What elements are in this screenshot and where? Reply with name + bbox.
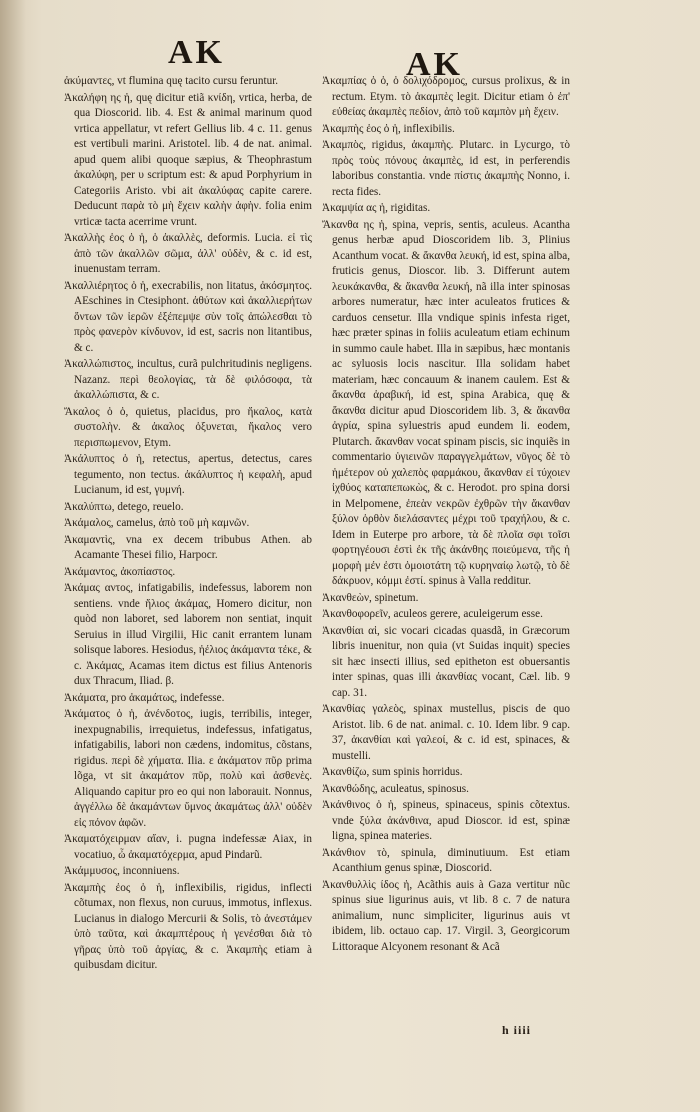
- dictionary-entry: Ἀκάμαλος, camelus, ἀπὸ τοῦ μὴ καμνῶν.: [64, 517, 250, 529]
- dictionary-entry: Ἀκάματα, pro ἀκαμάτως, indefesse.: [64, 691, 225, 704]
- dictionary-entry: Ἀκαματόχειρμαν αἴαν, i. pugna indefessæ Aiax, in vocatiuo, ὦ ἀκαματόχερμα, apud Pindarũ.: [64, 833, 312, 861]
- dictionary-entry: Ἀκανθίας γαλεὸς, spinax mustellus, piscis de quo Aristot. lib. 6 de nat. animal. c. 10. Idem libr. 9 cap. 37, ἀκανθίαι καὶ γαλεοί, & c. id est, spinaces, & mustelli.: [322, 703, 570, 762]
- dictionary-entry: Ἀκάνθινος ὁ ἡ, spineus, spinaceus, spinis cõtextus. vnde ξύλα ἀκάνθινα, apud Dioscor. id est, spinæ ligna, spinea materies.: [322, 799, 570, 842]
- dictionary-entry: Ἀκάμαντος, ἀκοπίαστος.: [64, 565, 176, 578]
- dictionary-entry: Ἀκανθίζω, sum spinis horridus.: [322, 766, 463, 778]
- right-column: [322, 74, 570, 956]
- dictionary-entry: Ἄκαλος ὁ ὁ, quietus, placidus, pro ἥκαλος, κατὰ συστολὴν. & ἀκαλος ὀξυνεται, ἥκαλος vero περισπωμενον, Etym.: [64, 405, 312, 449]
- dictionary-entry: Ἀκαμπίας ὁ ὁ, ὁ δολιχόδρομος, cursus prolixus, & in rectum. Etym. τὸ ἀκαμπὲς legit. Dicitur etiam ὁ ἐπ' εὐθείας ἀκαμπὲς πεδίον, ἀπὸ τοῦ καμπὸν μὴ ἔχειν.: [322, 75, 570, 118]
- dictionary-entry: Ἀκαμπὴς ἐος ὁ ἡ, inflexibilis, rigidus, inflecti cõtumax, non flexus, non curuus, immotus, inflexus. Lucianus in dialogo Mercurii & Solis, τὸ ἀνεστάμεν ὑπὸ ταῦτα, καὶ ἀκαμπτέρους ἡ γενέσθαι διὰ τὸ γῆρας ὑπὸ τοῦ ἀργίας, & c. Ἀκαμπὴς etiam à quibusdam dicitur.: [64, 881, 312, 971]
- dictionary-entry: Ἀκαμψία ας ἡ, rigiditas.: [322, 202, 431, 214]
- dictionary-entry: Ἄκανθα ης ἡ, spina, vepris, sentis, aculeus. Acantha genus herbæ apud Dioscoridem lib. 3, Plinius Acanthum vocat. & ἄκανθα λευκή, id est, spina alba, fruticis genus, Dioscor. lib. 3. Differunt autem λευκάκανθα, & ἄκανθα λευκή, nã illa inter spinosas arbores numeratur, hæc inter aculeatos frutices & carduos censetur. Illa vndique spinis infesta riget, hæc præter spinas in foliis aculeatum etiam echinum in summo caule habet. Illa in sæpibus, hæc montanis ac syluosis locis nascitur. Illa solidam habet materiam, hæc concauum & inanem caulem. Est & ἄκανθα ἀραβική, id est, spina Arabica, quę & ἄκανθα dicitur apud Dioscoridem lib. 3, & ἄκανθα ἀγρία, spina syluestris apud eundem li. eodem, Plutarch. ἄκανθαν vocat spinam piscis, sic inquiẽs in commentario ὑγιεινῶν παραγγελμάτων, νῦγος δὲ τὸ ἡμέτερον οὐ χαλεπὸς φαρμάκου, ἄκανθαν εἰ τύχοιεν ἰχθύος καταπεπωκὼς, & c. Herodot. pro spina dorsi in Melpomene, ἐπεὰν νεκρῶν ἐχθρῶν τὴν ἄκανθαν ξύλον ὀρθὸν διελάσαντες μέχρι τοῦ τραχήλου, & c. Idem in Euterpe pro arbore, τὰ δὲ πλοῖα σφι τοῖσι φορτηγέουσι ἐστὶ ἐκ τῆς ἀκάνθης ποιεύμενα, τῆς ἡ μορφὴ μέν ἐστι ὁμοιοτάτη τῷ κυρηναίῳ λωτῷ, τὸ δὲ δάκρυον, κόμμι ἐστί. spinus à Valla redditur.: [322, 218, 570, 587]
- dictionary-entry: Ἀκάματος ὁ ἡ, ἀνένδοτος, iugis, terribilis, integer, inexpugnabilis, irrequietus, indefessus, infatigatus, infatigabilis, labori non cædens, indomitus, cõstans, rigidus. περὶ δὲ χήματα. Ilia. ε ἀκάματον πῦρ prima lõga, vt sit ἀκαμάτον πῦρ, πολὺ καὶ ἀσθενὲς. Aliquando capitur pro eo qui non laborauit. Nonnus, ἀγγέλλω δὲ ἀκαμάντων ὕμνος ἀκαμάτως ἀλλ' οὐδὲν εἰς πόνον ἀφῶν.: [64, 708, 312, 829]
- dictionary-entry: Ἀκάμας αντος, infatigabilis, indefessus, laborem non sentiens. vnde ἥλιος ἀκάμας, Homero dicitur, non quòd non laboret, sed laborem non sentiat, inquit Seruius in illud Virgilii, Hic canit errantem lunam solisque labores. Hesiodus, ἠέλιος ἀκάμαντα τέκε, & c. Ἀκάμας, Acamas item dictus est filius Antenoris dux Thracum, Iliad. β.: [64, 582, 312, 687]
- dictionary-entry: Ἀκάλυπτος ὁ ἡ, retectus, apertus, detectus, cares tegumento, non tectus. ἀκάλυπτος ἡ κεφαλὴ, apud Lucianum, id est, γυμνή.: [64, 453, 312, 496]
- dictionary-entry: Ἀκανθοφορεῖν, aculeos gerere, aculeigerum esse.: [322, 608, 543, 620]
- binding-shadow: [0, 0, 26, 1112]
- dictionary-entry: Ἀκανθώδης, aculeatus, spinosus.: [322, 782, 469, 795]
- dictionary-entry: Ἀκαλλιέρητος ὁ ἡ, execrabilis, non litatus, ἀκόσμητος. AEschines in Ctesiphont. ἀθύτων καὶ ἀκαλλιερήτων ὄντων τῶν ἱερῶν ἐξέπεμψε σὺν τοῖς ἀπώλεσθαι τὸ πρὸς φανερὸν κίνδυνον, id est, sacris non litantibus, & c.: [64, 279, 312, 354]
- dictionary-entry: Ἀκαμαντὶς, vna ex decem tribubus Athen. ab Acamante Thesei filio, Harpocr.: [64, 533, 312, 561]
- dictionary-entry: Ἀκαλύπτω, detego, reuelo.: [64, 500, 184, 513]
- left-column: [64, 74, 312, 975]
- dictionary-entry: Ἀκαλλὴς ἐος ὁ ἡ, ὁ ἀκαλλὲς, deformis. Lucia. εἰ τὶς ἀπὸ τῶν ἀκαλλῶν σῶμα, ἀλλ' οὐδὲν, & c. id est, inuenustam terram.: [64, 232, 312, 275]
- dictionary-entry: Ἀκαμπὴς ἐος ὁ ἡ, inflexibilis.: [322, 122, 455, 135]
- running-head-right: AK: [406, 46, 463, 83]
- dictionary-entry: ἀκύμαντες, vt flumina quę tacito cursu feruntur.: [64, 75, 279, 87]
- dictionary-entry: Ἀκανθεὼν, spinetum.: [322, 591, 419, 604]
- dictionary-entry: Ἀκάμμυσος, inconniuens.: [64, 865, 180, 877]
- dictionary-entry: Ἀκανθίαι αἱ, sic vocari cicadas quasdã, in Græcorum libris inuenitur, non quia (vt Suidas inquit) species sit hæc insecti illius, sed epitheton est obuersantis inter spinas, quas illi ἀκανθίας vocant, Cæl. lib. 9 cap. 31.: [322, 624, 570, 699]
- dictionary-entry: Ἀκαμπὸς, rigidus, ἀκαμπὴς. Plutarc. in Lycurgo, τὸ πρὸς τοὺς πόνους ἀκαμπὲς, id est, in perferendis laboribus constantia. vnde πίστις ἀκαμπὴς Nonno, i. recta fides.: [322, 139, 570, 198]
- dictionary-entry: Ἀκαλλώπιστος, incultus, curã pulchritudinis negligens. Nazanz. περὶ θεολογίας, τὰ δὲ φιλόσοφα, τὰ ἀκαλλώπιστα, & c.: [64, 358, 312, 401]
- signature-mark: h iiii: [502, 1023, 532, 1037]
- running-head-left: AK: [168, 34, 225, 71]
- dictionary-entry: Ἀκάνθιον τὸ, spinula, diminutiuum. Est etiam Acanthium genus spinæ, Dioscorid.: [322, 846, 570, 874]
- dictionary-entry: Ἀκανθυλλὶς ίδος ἡ, Acãthis auis à Gaza vertitur nũc spinus siue ligurinus auis, vt lib. 8 c. 7 de natura animalium, nunc simpliciter, ligurinus auis vt ibidem, lib. octauo cap. 17. Virgil. 3, Georgicorum Littoraque Alcyonem resonant & Acã: [322, 878, 570, 953]
- dictionary-entry: Ἀκαλήφη ης ἡ, quę dicitur etiã κνίδη, vrtica, herba, de qua Dioscorid. lib. 4. Est & animal marinum quod vrtica appellatur, vt refert Gellius lib. 4 c. 11. genus est vertibuli marini. Aristotel. lib. 4 de nat. animal. apud quem alibi quoque sæpius, & Theophrastum ἀκαλύφη, per υ scriptum est: & apud Porphyrium in Categoriis Aristo. vbi ait ἀκαλύφας capite carere. Deducunt παρὰ τὸ μὴ ἔχειν καλὴν ἀφὴν. folia enim vrticæ tacta acerrime vrunt.: [64, 91, 312, 228]
